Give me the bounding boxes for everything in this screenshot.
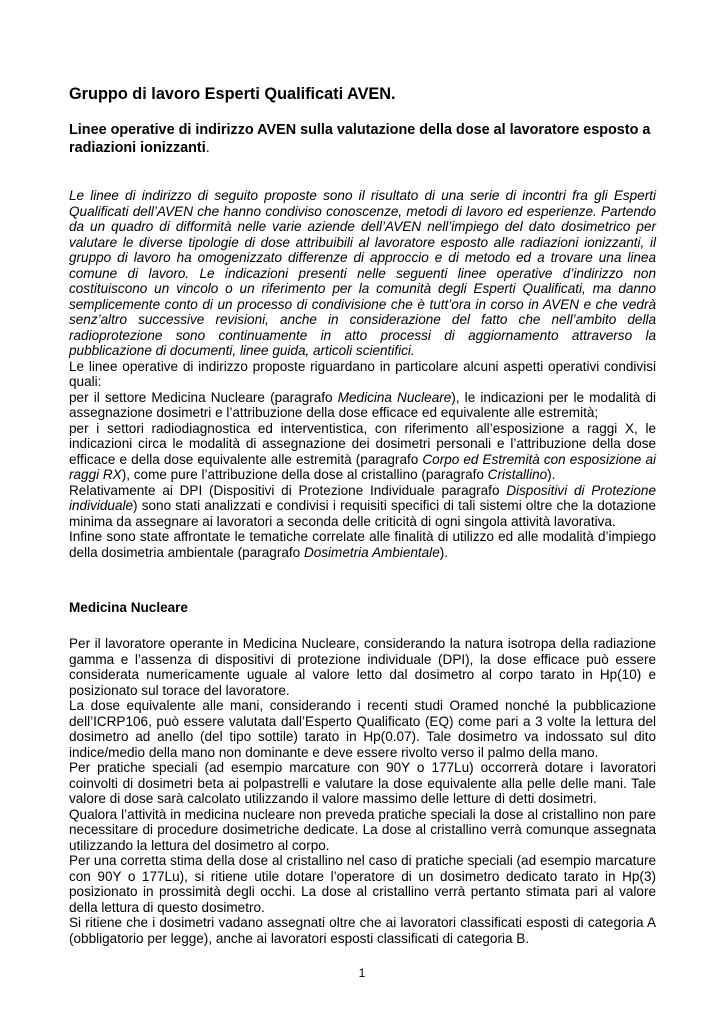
section-body: [69, 636, 656, 946]
overview-block: [69, 359, 656, 561]
overview-text: ).: [547, 467, 556, 482]
document-subtitle: [69, 121, 656, 157]
overview-reference: Cristallino: [487, 467, 548, 482]
intro-paragraph: Le linee di indirizzo di seguito proposte sono il risultato di una serie di incontri fra gli Esperti Qualificati dell’AVEN che hanno condiviso conoscenze, metodi di lavoro ed esperienze. Partendo da un quadro di difformità nelle varie aziende dell’AVEN nell’impiego del dato dosimetrico per valutare le diverse tipologie di dose attribuibili al lavoratore esposto alle radiazioni ionizzanti, il gruppo di lavoro ha omogenizzato differenze di approccio e di metodo ed a trovare una linea comune di lavoro. Le indicazioni presenti nelle seguenti linee operative d’indirizzo non costituiscono un vincolo o un riferimento per la comunità degli Esperti Qualificati, ma danno semplicemente conto di un processo di condivisione che è tutt’ora in corso in AVEN e che vedrà senz’altro successive revisioni, anche in considerazione del fatto che nell’ambito della radioprotezione sono continuamente in atto processi di aggiornamento attraverso la pubblicazione di documenti, linee guida, articoli scientifici.: [69, 188, 656, 358]
section-paragraph: Si ritiene che i dosimetri vadano assegnati oltre che ai lavoratori classificati esposti di categoria A (obbligatorio per legge), anche ai lavoratori esposti classificati di categoria B.: [69, 915, 656, 946]
overview-text: Infine sono state affrontate le tematiche correlate alle finalità di utilizzo ed alle modalità d’impiego della dosimetria ambientale (paragrafo: [69, 529, 656, 560]
section-paragraph: Per il lavoratore operante in Medicina Nucleare, considerando la natura isotropa della radiazione gamma e l’assenza di dispositivi di protezione individuale (DPI), la dose efficace può essere considerata numericamente uguale al valore letto dal dosimetro al corpo tarato in Hp(10) e posizionato sul torace del lavoratore.: [69, 636, 656, 698]
overview-reference: Medicina Nucleare: [337, 389, 452, 405]
overview-reference: Dosimetria Ambientale: [303, 544, 440, 560]
overview-paragraph: Le linee operative di indirizzo proposte riguardano in particolare alcuni aspetti operativi condivisi quali:: [69, 358, 656, 389]
overview-paragraph: [69, 421, 656, 483]
document-title: Gruppo di lavoro Esperti Qualificati AVEN.: [69, 85, 396, 103]
overview-text: per il settore Medicina Nucleare (paragrafo: [69, 389, 338, 405]
overview-paragraph: [69, 390, 656, 421]
section-paragraph: Per una corretta stima della dose al cristallino nel caso di pratiche speciali (ad esempio marcature con 90Y o 177Lu), si ritiene utile dotare l’operatore di un dosimetro dedicato tarato in Hp(3) posizionato in prossimità degli occhi. La dose al cristallino verrà pertanto stimata pari al valore della lettura di questo dosimetro.: [69, 853, 656, 915]
overview-reference: Corpo ed Estremità con esposizione ai raggi RX: [69, 451, 656, 482]
section-paragraph: La dose equivalente alle mani, considerando i recenti studi Oramed nonché la pubblicazione dell’ICRP106, può essere valutata dall’Esperto Qualificato (EQ) come pari a 3 volte la lettura del dosimetro ad anello (del tipo sottile) tarato in Hp(0.07). Tale dosimetro va indossato sul dito indice/medio della mano non dominante e deve essere rivolto verso il palmo della mano.: [69, 698, 656, 760]
subtitle-period: .: [205, 140, 210, 156]
overview-paragraph: [69, 529, 656, 560]
overview-text: ), come pure l’attribuzione della dose al cristallino (paragrafo: [121, 467, 488, 482]
subtitle-text: Linee operative di indirizzo AVEN sulla valutazione della dose al lavoratore esposto a radiazioni ionizzanti: [69, 122, 651, 156]
overview-text: ), le indicazioni per le modalità di assegnazione dosimetri e l’attribuzione della dose efficace ed equivalente alle estremità;: [69, 389, 656, 420]
page-number: 1: [358, 966, 366, 980]
overview-reference: Dispositivi di Protezione individuale: [69, 482, 657, 513]
overview-text: per i settori radiodiagnostica ed interventistica, con riferimento all’esposizione a raggi X, le indicazioni circa le modalità di assegnazione dei dosimetri personali e l’attribuzione della dose efficace e della dose equivalente alle estremità (paragrafo: [69, 420, 656, 467]
overview-text: Relativamente ai DPI (Dispositivi di Protezione Individuale paragrafo: [69, 482, 507, 498]
overview-paragraph: [69, 483, 656, 530]
section-paragraph: Qualora l’attività in medicina nucleare non preveda pratiche speciali la dose al cristallino non pare necessitare di procedure dosimetriche dedicate. La dose al cristallino verrà comunque assegnata utilizzando la lettura del dosimetro al corpo.: [69, 806, 656, 853]
document-page: [69, 84, 656, 946]
section-heading: Medicina Nucleare: [69, 600, 188, 615]
section-paragraph: Per pratiche speciali (ad esempio marcature con 90Y o 177Lu) occorrerà dotare i lavoratori coinvolti di dosimetri beta ai polpastrelli e valutare la dose equivalente alla pelle delle mani. Tale valore di dose sarà calcolato utilizzando il valore massimo delle letture di detti dosimetri.: [69, 760, 656, 806]
overview-text: ) sono stati analizzati e condivisi i requisiti specifici di tali sistemi oltre che la dotazione minima da assegnare ai lavoratori a seconda delle criticità di ogni singola attività lavorativa.: [69, 498, 656, 529]
overview-text: ).: [439, 544, 449, 560]
